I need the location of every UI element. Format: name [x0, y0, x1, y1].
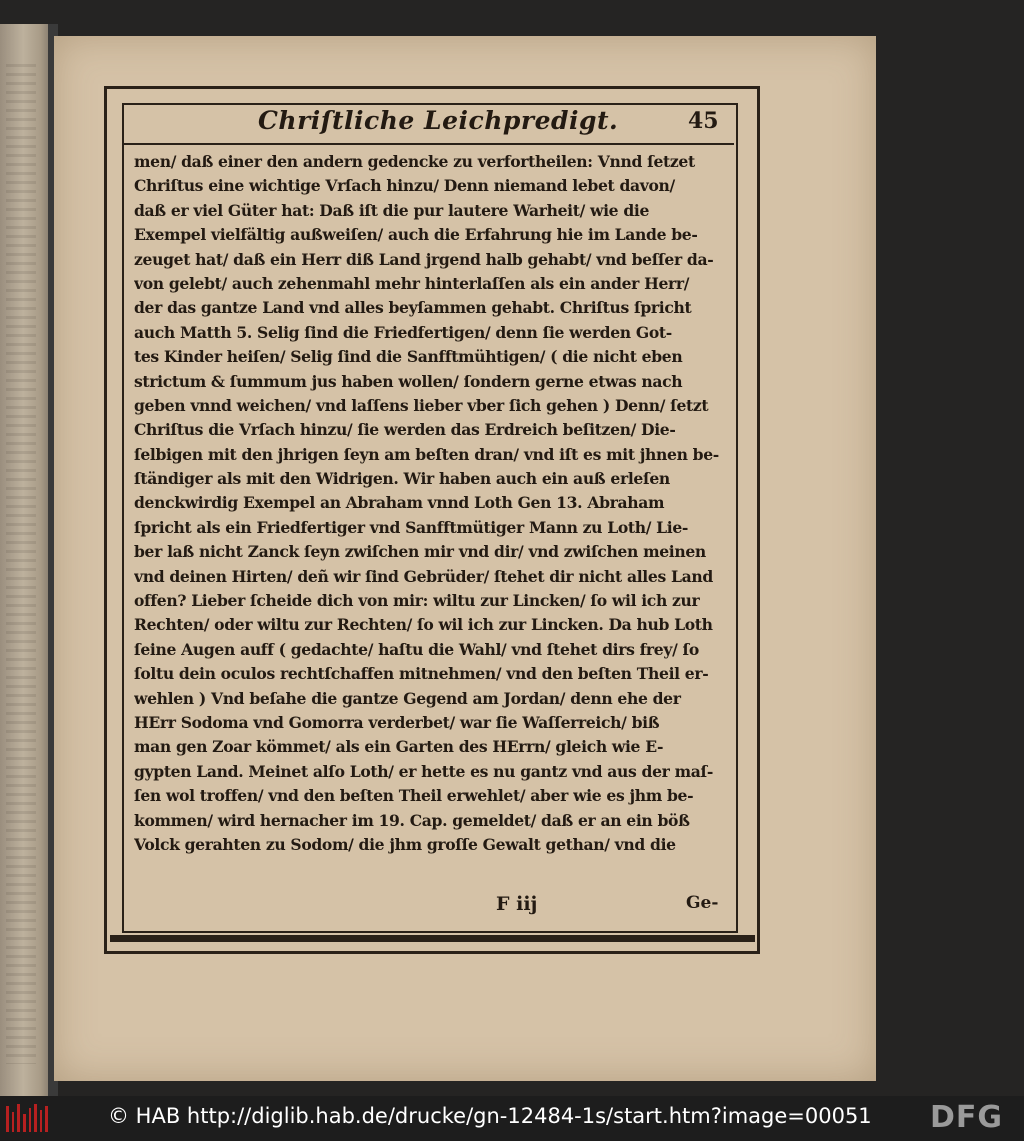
text-line: auch Matth 5. Selig ſind die Friedfertigen/ denn ſie werden Got-: [134, 322, 672, 342]
text-line: gypten Land. Meinet alſo Loth/ er hette es nu gantz vnd aus der maſ-: [134, 761, 713, 781]
text-line: men/ daß einer den andern gedencke zu verfortheilen: Vnnd ſetzet: [134, 152, 695, 171]
hab-logo-icon[interactable]: [6, 1104, 48, 1132]
text-line: Rechten/ oder wiltu zur Rechten/ ſo wil ich zur Lincken. Da hub Loth: [134, 615, 713, 635]
text-line: Exempel vielfältig außweiſen/ auch die Erfahrung hie im Lande be-: [134, 225, 698, 245]
text-line: der das gantze Land vnd alles beyſammen gehabt. Chriſtus ſpricht: [134, 298, 692, 318]
catchword: Ge-: [686, 893, 719, 913]
text-line: kommen/ wird hernacher im 19. Cap. gemeldet/ daß er an ein böß: [134, 810, 690, 830]
text-line: ſeine Augen auff ( gedachte/ haſtu die Wahl/ vnd ſtehet dirs frey/ ſo: [134, 639, 699, 659]
text-line: HErr Sodoma vnd Gomorra verderbet/ war ſie Waſſerreich/ biß: [134, 712, 660, 732]
source-link[interactable]: © HAB http://diglib.hab.de/drucke/gn-12484-1s/start.htm?image=00051: [108, 1104, 872, 1128]
text-line: denckwirdig Exempel an Abraham vnnd Loth Gen 13. Abraham: [134, 493, 665, 513]
body-text: [134, 150, 730, 857]
text-line: geben vnnd weichen/ vnd laſſens lieber vber ſich gehen ) Denn/ ſetzt: [134, 395, 709, 415]
signature-mark: F iij: [496, 893, 538, 915]
text-line: ſoltu dein oculos rechtſchaffen mitnehmen/ vnd den beſten Theil er-: [134, 664, 709, 684]
text-line: tes Kinder heiſen/ Selig ſind die Sanfftmühtigen/ ( die nicht eben: [134, 347, 683, 367]
text-line: man gen Zoar kömmet/ als ein Garten des HErrn/ gleich wie E-: [134, 737, 664, 757]
adjacent-page-edge: [0, 24, 58, 1096]
page-border-bottom-rule: [110, 935, 755, 942]
text-line: ſelbigen mit den jhrigen ſeyn am beſten dran/ vnd iſt es mit jhnen be-: [134, 444, 719, 464]
running-head: Chriſtliche Leichpredigt.: [258, 106, 619, 135]
text-line: wehlen ) Vnd beſahe die gantze Gegend am Jordan/ denn ehe der: [134, 688, 681, 708]
text-line: daß er viel Güter hat: Daß iſt die pur lautere Warheit/ wie die: [134, 200, 650, 220]
text-line: Volck gerahten zu Sodom/ die jhm groſſe Gewalt gethan/ vnd die: [134, 834, 676, 854]
text-line: ſen wol troffen/ vnd den beſten Theil erwehlet/ aber wie es jhm be-: [134, 786, 694, 806]
text-line: Chriſtus eine wichtige Vrſach hinzu/ Denn niemand lebet davon/: [134, 176, 675, 196]
page-number: 45: [688, 108, 719, 134]
text-line: ber laß nicht Zanck ſeyn zwiſchen mir vnd dir/ vnd zwiſchen meinen: [134, 542, 706, 562]
adjacent-page-text-shadow: [6, 64, 36, 1064]
text-line: offen? Lieber ſcheide dich von mir: wiltu zur Lincken/ ſo wil ich zur: [134, 591, 700, 611]
text-line: ſpricht als ein Friedfertiger vnd Sanfftmütiger Mann zu Loth/ Lie-: [134, 517, 689, 537]
header-rule: [122, 143, 734, 145]
text-line: strictum & ſummum jus haben wollen/ ſondern gerne etwas nach: [134, 371, 683, 391]
dfg-logo[interactable]: DFG: [930, 1100, 1004, 1135]
text-line: zeuget hat/ daß ein Herr diß Land jrgend halb gehabt/ vnd beſſer da-: [134, 249, 714, 269]
text-line: vnd deinen Hirten/ deñ wir ſind Gebrüder/ ſtehet dir nicht alles Land: [134, 566, 713, 586]
text-line: von gelebt/ auch zehenmahl mehr hinterlaſſen als ein ander Herr/: [134, 273, 690, 293]
text-line: Chriſtus die Vrſach hinzu/ ſie werden das Erdreich beſitzen/ Die-: [134, 420, 676, 440]
footer-bar: [0, 1096, 1024, 1141]
text-line: ſtändiger als mit den Widrigen. Wir haben auch ein auß erleſen: [134, 469, 670, 489]
